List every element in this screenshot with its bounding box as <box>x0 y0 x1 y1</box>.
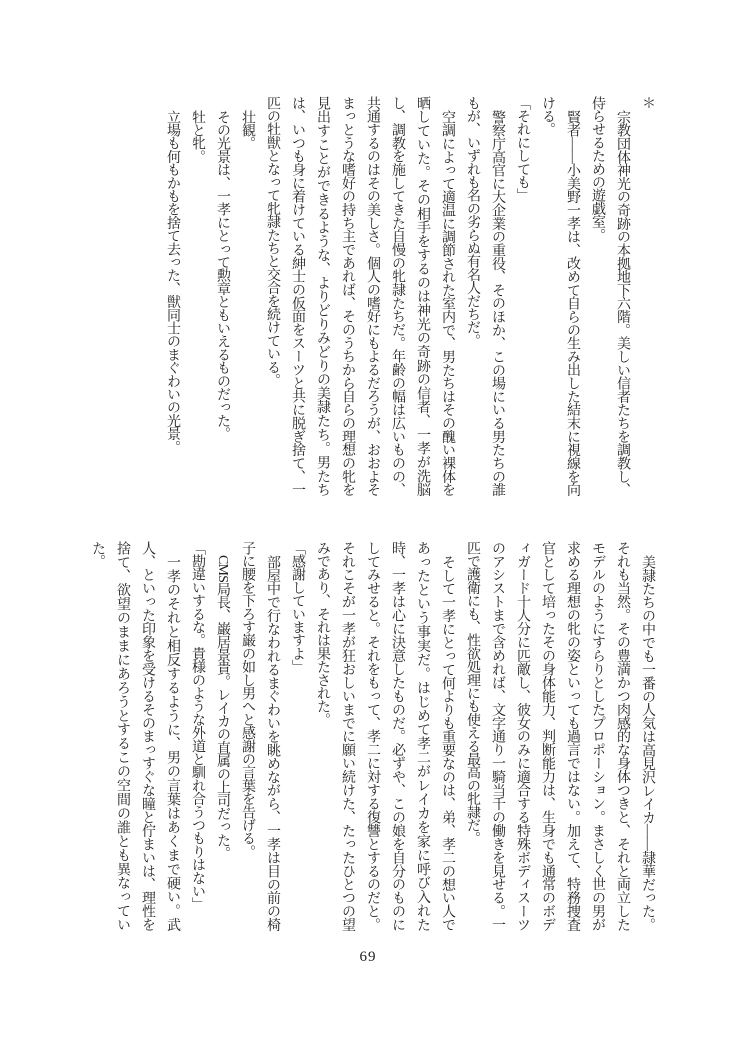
paragraph: 賢者――小美野一孝は、改めて自らの生み出した結末に視線を向ける。 <box>540 96 580 496</box>
paragraph: その光景は、一孝にとって勲章ともいえるものだった。 <box>215 110 230 441</box>
page-number: 69 <box>359 949 377 965</box>
paragraph: 美隷たちの中でも一番の人気は高見沢レイカ――隷華だった。それも当然。その豊満かつ肉感的な身体つきと、それと両立したモデルのようにすらりとしたプロポーション。まさしく世の男が求める理想の牝の姿といっても過言ではない。加えて、特務捜査官として培ったその身体能力、判断能力は、生身でも通常のボディガード十人分に匹敵し、彼女のみに適合する特殊ボディスーツのアシストまで含めれば、文字通り一騎当千の働きを見せる。一匹で護衛にも、性欲処理にも使える最高の牝隷だ。 <box>465 541 655 931</box>
paragraph: 「それにしても」 <box>515 96 530 202</box>
paragraph: 「感謝していますよ」 <box>290 541 305 674</box>
paragraph: 空調によって適温に調節された室内で、男たちはその醜い裸体を晒していた。その相手をするのは神光の奇跡の信者、一孝が洗脳し、調教を施してきた自慢の牝隷たちだ。年齢の幅は広いものの、共通するのはその美しさ。個人の嗜好にもよるだろうが、おおよそまっとうな嗜好の持ち主であれば、そのうちから自らの理想の牝を見出すことができるような、よりどりみどりの美隷たち。男たちは、いつも身に着けている紳士の仮面をスーツと共に脱ぎ捨て、一匹の牡獣となって牝隷たちと交合を続けている。 <box>265 96 455 496</box>
bottom-text-column <box>90 541 660 931</box>
paragraph: 牡と牝。 <box>190 110 205 163</box>
paragraph: 宗教団体神光の奇跡の本拠地下六階。美しい信者たちを調教し、侍らせるための遊戯室。 <box>590 96 630 496</box>
paragraph: 「勘違いするな。貴様のような外道と馴れ合うつもりはない」 <box>190 541 205 911</box>
section-break-marker: ＊ <box>640 96 655 110</box>
paragraph: 立場も何もかもを捨て去った、獣同士のまぐわいの光景。 <box>165 110 180 454</box>
paragraph: 一孝のそれと相反するように、男の言葉はあくまで硬い。武人、といった印象を受けるそのまっすぐな瞳と佇まいは、理性を捨て、欲望のままにあろうとするこの空間の誰とも異なっていた。 <box>90 541 180 931</box>
top-text-column <box>100 96 660 496</box>
paragraph: 壮観。 <box>240 110 255 150</box>
paragraph: CMS局長、巌居景貴。レイカの直属の上司だった。 <box>215 555 230 860</box>
paragraph: そして一孝にとって何よりも重要なのは、弟、孝二の想い人であったという事実だ。はじめて孝二がレイカを家に呼び入れた時、一孝は心に決意したものだ。必ずや、この娘を自分のものにしてみせると。それをもって、孝二に対する復讐とするのだと。それこそが一孝が狂おしいまでに願い続けた、たったひとつの望みであり、それは果たされた。 <box>315 541 455 931</box>
paragraph: 警察庁高官に大企業の重役、そのほか、この場にいる男たちの誰もが、いずれも名の劣らぬ有名人だちだ。 <box>465 96 505 496</box>
paragraph: 部屋中で行なわれるまぐわいを眺めながら、一孝は目の前の椅子に腰を下ろす巌の如し男へと感謝の言葉を告げる。 <box>240 541 280 931</box>
